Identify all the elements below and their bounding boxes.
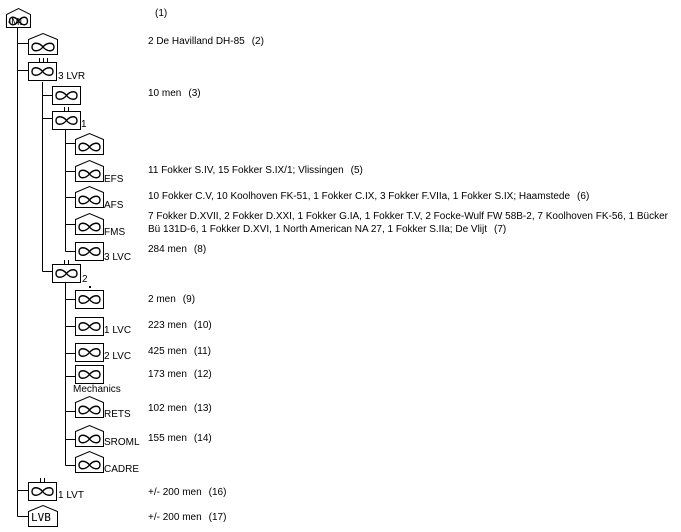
unit-desc-root: (1) — [155, 8, 168, 19]
unit-label-lvc3: 3 LVC — [104, 252, 132, 263]
unit-label-rets: RETS — [104, 409, 131, 420]
unit-desc-afs: 10 Fokker C.V, 10 Koolhoven FK-51, 1 Fokker C.IX, 3 Fokker F.VIIa, 1 Fokker S.IX; Haamstede (6) — [148, 191, 590, 202]
unit-label-afs: AFS — [104, 200, 124, 211]
unit-label-lvt1: 1 LVT — [58, 490, 84, 501]
unit-desc-u2: 2 De Havilland DH-85 (2) — [148, 36, 264, 47]
unit-desc-u3: 10 men (3) — [148, 88, 201, 99]
unit-desc-lvb: +/- 200 men (17) — [148, 512, 227, 523]
unit-desc-fms: 7 Fokker D.XVII, 2 Fokker D.XXI, 1 Fokker G.IA, 1 Fokker T.V, 2 Focke-Wulf FW 58B-2, 7 Koolhoven FK-56, 1 Bücker Bü 131D-6, 1 Fokker D.XVI, 1 North American NA 27, 1 Fokker S.IIa; De Vlijt (7) — [148, 211, 669, 235]
unit-desc-mechanics: 173 men (12) — [148, 369, 212, 380]
unit-desc-lvc1: 223 men (10) — [148, 320, 212, 331]
unit-label-lvr: 3 LVR — [58, 71, 86, 82]
unit-label-fms: FMS — [104, 227, 126, 238]
unit-desc-efs: 11 Fokker S.IV, 15 Fokker S.IX/1; Vlissingen (5) — [148, 165, 363, 176]
unit-label-lvb: LVB — [31, 511, 51, 524]
unit-label-efs: EFS — [104, 174, 124, 185]
unit-label-cadre: CADRE — [104, 464, 140, 475]
unit-label-mechanics: Mechanics — [73, 384, 121, 395]
unit-desc-u9: 2 men (9) — [148, 294, 196, 305]
unit-desc-sroml: 155 men (14) — [148, 433, 212, 444]
unit-desc-lvt1: +/- 200 men (16) — [148, 487, 227, 498]
unit-desc-lvc3: 284 men (8) — [148, 244, 207, 255]
unit-label-sroml: SROML — [104, 437, 140, 448]
unit-label-root: I-ML — [5, 17, 25, 28]
unit-desc-lvc2: 425 men (11) — [148, 346, 211, 357]
unit-desc-rets: 102 men (13) — [148, 403, 212, 414]
unit-label-group1: 1 — [81, 119, 87, 130]
unit-label-group2: 2 — [82, 274, 88, 285]
unit-label-lvc2: 2 LVC — [104, 351, 132, 362]
unit-label-lvc1: 1 LVC — [104, 325, 132, 336]
